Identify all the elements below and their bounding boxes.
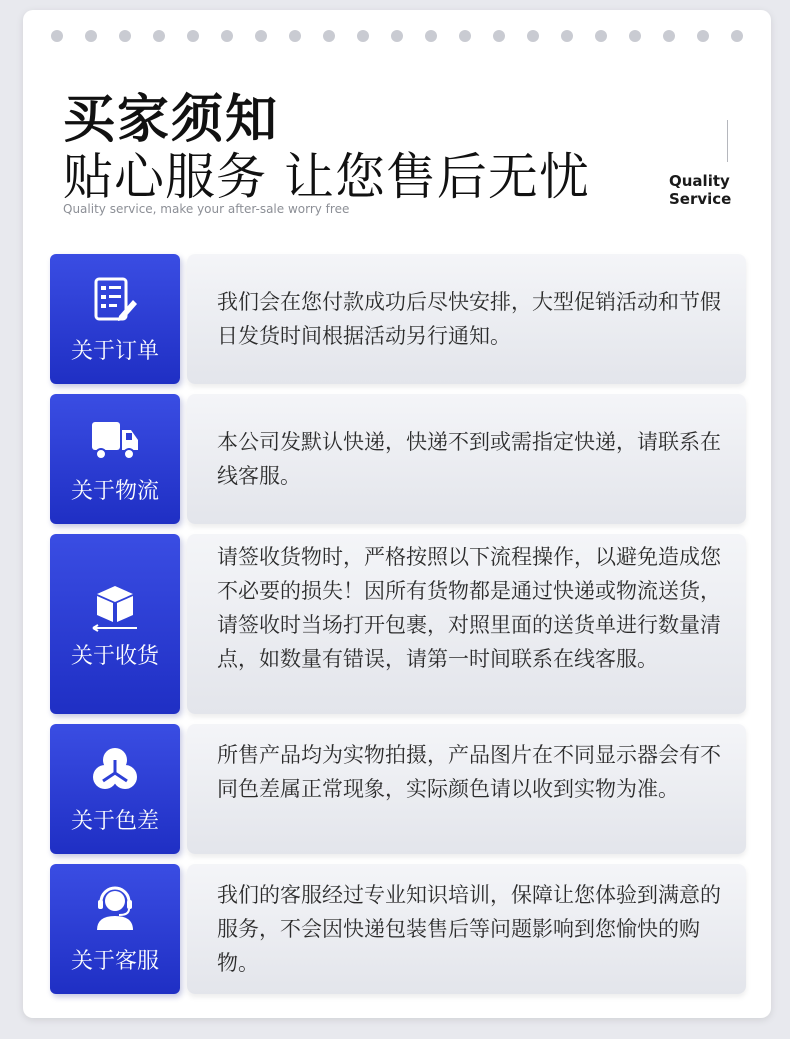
info-panel (187, 724, 746, 854)
decorative-dot-row (51, 30, 741, 42)
info-panel (187, 394, 746, 524)
info-panel (187, 864, 746, 994)
quality-line: Quality (669, 172, 730, 190)
dot (289, 30, 301, 42)
badge-label: 关于收货 (70, 644, 159, 669)
order-list-icon (89, 274, 141, 326)
panel-text: 所售产品均为实物拍摄，产品图片在不同显示器会有不同色差属正常现象，实际颜色请以收到实物为准。 (217, 743, 721, 801)
service-line: Service (669, 190, 732, 208)
dot (391, 30, 403, 42)
divider-line (727, 120, 728, 162)
badge-receiving (50, 534, 180, 714)
badge-customer-service (50, 864, 180, 994)
delivery-truck-icon (89, 414, 141, 466)
dot (561, 30, 573, 42)
section-logistics (50, 394, 746, 524)
panel-text: 请签收货物时，严格按照以下流程操作，以避免造成您不必要的损失！因所有货物都是通过快递或物流送货，请签收时当场打开包裹，对照里面的送货单进行数量清点，如数量有错误，请第一时间联系在线客服。 (217, 545, 721, 671)
dot (255, 30, 267, 42)
dot (663, 30, 675, 42)
dot (697, 30, 709, 42)
page-subtitle: 贴心服务 让您售后无忧 (63, 148, 590, 206)
section-receiving (50, 534, 746, 714)
dot (153, 30, 165, 42)
info-panel (187, 254, 746, 384)
panel-text: 本公司发默认快递，快递不到或需指定快递，请联系在线客服。 (217, 430, 721, 488)
info-panel (187, 534, 746, 714)
badge-logistics (50, 394, 180, 524)
section-color-difference (50, 724, 746, 854)
panel-text: 我们的客服经过专业知识培训，保障让您体验到满意的服务，不会因快递包装售后等问题影响到您愉快的购物。 (217, 883, 721, 975)
section-order (50, 254, 746, 384)
dot (51, 30, 63, 42)
dot (357, 30, 369, 42)
badge-label: 关于客服 (70, 949, 159, 974)
quality-service-mark (669, 172, 749, 208)
dot (85, 30, 97, 42)
panel-text: 我们会在您付款成功后尽快安排，大型促销活动和节假日发货时间根据活动另行通知。 (217, 290, 721, 348)
dot (221, 30, 233, 42)
notice-card (23, 10, 771, 1018)
dot (595, 30, 607, 42)
dot (731, 30, 743, 42)
dot (187, 30, 199, 42)
dot (527, 30, 539, 42)
badge-color-difference (50, 724, 180, 854)
dot (323, 30, 335, 42)
dot (425, 30, 437, 42)
badge-label: 关于色差 (70, 809, 159, 834)
dot (459, 30, 471, 42)
dot (119, 30, 131, 42)
tagline: Quality service, make your after-sale worry free (63, 202, 350, 216)
badge-label: 关于物流 (70, 479, 159, 504)
package-box-icon (89, 580, 141, 632)
page-title: 买家须知 (63, 90, 280, 150)
dot (629, 30, 641, 42)
dot (493, 30, 505, 42)
badge-label: 关于订单 (70, 339, 159, 364)
color-circles-icon (89, 744, 141, 796)
badge-order (50, 254, 180, 384)
section-customer-service (50, 864, 746, 994)
customer-service-headset-icon (89, 880, 141, 932)
